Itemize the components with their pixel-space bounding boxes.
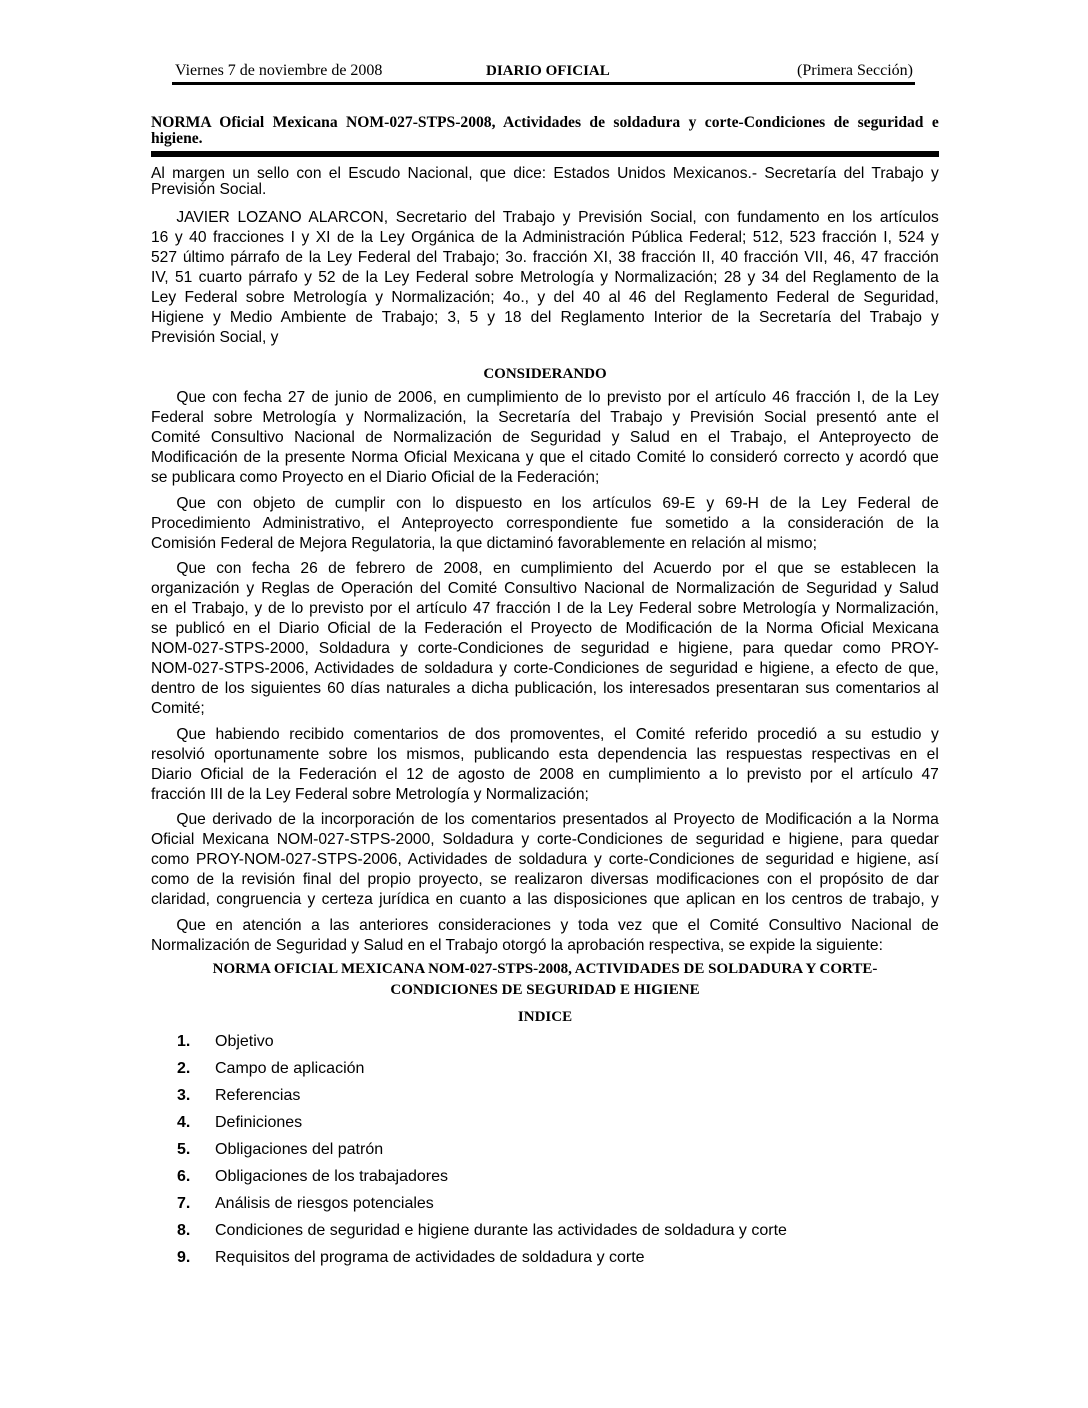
index-item-label: Referencias <box>215 1087 301 1104</box>
preamble-line: 16 y 40 fracciones I y XI de la Ley Orgánica de la Administración Pública Federal; 512, 523 fracción I, 524 y <box>151 229 939 246</box>
margin-note-line: Al margen un sello con el Escudo Nacional, que dice: Estados Unidos Mexicanos.- Secretaría del Trabajo y <box>151 165 939 182</box>
index-heading: INDICE <box>517 1009 573 1025</box>
preamble-line: Previsión Social, y <box>151 329 279 346</box>
index-item-label: Requisitos del programa de actividades de soldadura y corte <box>215 1249 645 1266</box>
considerando-line: se publicó en el Diario Oficial de la Federación el Proyecto de Modificación de la Norma Oficial Mexicana <box>151 620 939 637</box>
considerando-line: Que con objeto de cumplir con lo dispuesto en los artículos 69-E y 69-H de la Ley Federal de <box>176 495 939 512</box>
document-title-line: higiene. <box>151 130 203 147</box>
considerando-line: fracción III de la Ley Federal sobre Metrología y Normalización; <box>151 786 589 803</box>
index-item-number: 5. <box>177 1141 191 1158</box>
considerando-line: NOM-027-STPS-2000, Soldadura y corte-Condiciones de seguridad e higiene, para quedar como PROY- <box>151 640 939 657</box>
header-section: (Primera Sección) <box>797 62 913 79</box>
considerando-line: como de la revisión final del propio proyecto, se realizaron diversas modificaciones con el propósito de dar <box>151 871 939 888</box>
considerando-line: Que en atención a las anteriores consideraciones y toda vez que el Comité Consultivo Nacional de <box>176 917 939 934</box>
index-item-number: 8. <box>177 1222 191 1239</box>
index-item-number: 1. <box>177 1033 191 1050</box>
preamble-line: JAVIER LOZANO ALARCON, Secretario del Trabajo y Previsión Social, con fundamento en los artículos <box>176 209 939 226</box>
considerando-line: Oficial Mexicana NOM-027-STPS-2000, Soldadura y corte-Condiciones de seguridad e higiene, para quedar <box>151 831 939 848</box>
considerando-line: se publicara como Proyecto en el Diario Oficial de la Federación; <box>151 469 600 486</box>
index-item-number: 6. <box>177 1168 191 1185</box>
title-divider-bar <box>151 151 939 157</box>
index-item-number: 2. <box>177 1060 191 1077</box>
index-item-label: Condiciones de seguridad e higiene durante las actividades de soldadura y corte <box>215 1222 787 1239</box>
preamble-line: 527 último párrafo de la Ley Federal del Trabajo; 3o. fracción XI, 38 fracción II, 40 fracción VII, 46, 47 fracción <box>151 249 939 266</box>
considerando-line: Comisión Federal de Mejora Regulatoria, la que dictaminó favorablemente en relación al mismo; <box>151 535 817 552</box>
index-item-label: Obligaciones de los trabajadores <box>215 1168 449 1185</box>
index-item-number: 3. <box>177 1087 191 1104</box>
considerando-line: NOM-027-STPS-2006, Actividades de soldadura y corte-Condiciones de seguridad e higiene, a efecto de que, <box>151 660 939 677</box>
index-item-label: Campo de aplicación <box>215 1060 365 1077</box>
considerando-line: claridad, congruencia y certeza jurídica en cuanto a las disposiciones que aplican en los centros de trabajo, y <box>151 891 939 908</box>
index-item-label: Definiciones <box>215 1114 303 1131</box>
considerando-line: en el Trabajo, y de lo previsto por el artículo 47 fracción I de la Ley Federal sobre Metrología y Normalización, <box>151 600 939 617</box>
norm-heading-line: NORMA OFICIAL MEXICANA NOM-027-STPS-2008, ACTIVIDADES DE SOLDADURA Y CORTE- <box>212 961 878 977</box>
considerando-line: Comité Consultivo Nacional de Normalización de Seguridad y Salud en el Trabajo, el Anteproyecto de <box>151 429 939 446</box>
considerando-line: Que habiendo recibido comentarios de dos promoventes, el Comité referido procedió a su estudio y <box>176 726 939 743</box>
considerando-line: Federal sobre Metrología y Normalización, la Secretaría del Trabajo y Previsión Social presentó ante el <box>151 409 939 426</box>
index-item-number: 9. <box>177 1249 191 1266</box>
considerando-line: Diario Oficial de la Federación el 12 de agosto de 2008 en cumplimiento a lo previsto por el artículo 47 <box>151 766 939 783</box>
document-title-line: NORMA Oficial Mexicana NOM-027-STPS-2008, Actividades de soldadura y corte-Condiciones de seguridad e <box>151 114 939 131</box>
index-item-number: 4. <box>177 1114 191 1131</box>
preamble-line: Ley Federal sobre Metrología y Normalización; 4o., y del 40 al 46 del Reglamento Federal de Seguridad, <box>151 289 939 306</box>
considerando-heading: CONSIDERANDO <box>483 366 607 382</box>
considerando-line: Que con fecha 27 de junio de 2006, en cumplimiento de lo previsto por el artículo 46 fracción I, de la Ley <box>176 389 939 406</box>
considerando-line: Comité; <box>151 700 205 717</box>
index-item-number: 7. <box>177 1195 191 1212</box>
header-rule <box>172 82 915 85</box>
considerando-line: Que con fecha 26 de febrero de 2008, en cumplimiento del Acuerdo por el que se establecen la <box>176 560 939 577</box>
considerando-line: Que derivado de la incorporación de los comentarios presentados al Proyecto de Modificación a la Norma <box>176 811 939 828</box>
header-publication: DIARIO OFICIAL <box>486 63 610 79</box>
considerando-line: organización y Reglas de Operación del Comité Consultivo Nacional de Normalización de Seguridad y Salud <box>151 580 939 597</box>
index-item-label: Objetivo <box>215 1033 274 1050</box>
index-item-label: Obligaciones del patrón <box>215 1141 384 1158</box>
considerando-line: resolvió oportunamente sobre los mismos, publicando esta dependencia las respuestas respectivas en el <box>151 746 939 763</box>
header-date: Viernes 7 de noviembre de 2008 <box>175 62 383 79</box>
norm-heading-line: CONDICIONES DE SEGURIDAD E HIGIENE <box>390 982 700 998</box>
preamble-line: IV, 51 cuarto párrafo y 52 de la Ley Federal sobre Metrología y Normalización; 28 y 34 del Reglamento de la <box>151 269 939 286</box>
considerando-line: Procedimiento Administrativo, el Anteproyecto correspondiente fue sometido a la consideración de la <box>151 515 939 532</box>
preamble-line: Higiene y Medio Ambiente de Trabajo; 3, 5 y 18 del Reglamento Interior de la Secretaría del Trabajo y <box>151 309 939 326</box>
considerando-line: Modificación de la presente Norma Oficial Mexicana y que el citado Comité lo consideró correcto y acordó que <box>151 449 939 466</box>
considerando-line: como PROY-NOM-027-STPS-2006, Actividades de soldadura y corte-Condiciones de seguridad e higiene, así <box>151 851 939 868</box>
index-item-label: Análisis de riesgos potenciales <box>215 1195 434 1212</box>
considerando-line: dentro de los siguientes 60 días naturales a dicha publicación, los interesados presentaran sus comentarios al <box>151 680 939 697</box>
considerando-line: Normalización de Seguridad y Salud en el Trabajo otorgó la aprobación respectiva, se expide la siguiente: <box>151 937 883 954</box>
margin-note-line: Previsión Social. <box>151 181 267 198</box>
